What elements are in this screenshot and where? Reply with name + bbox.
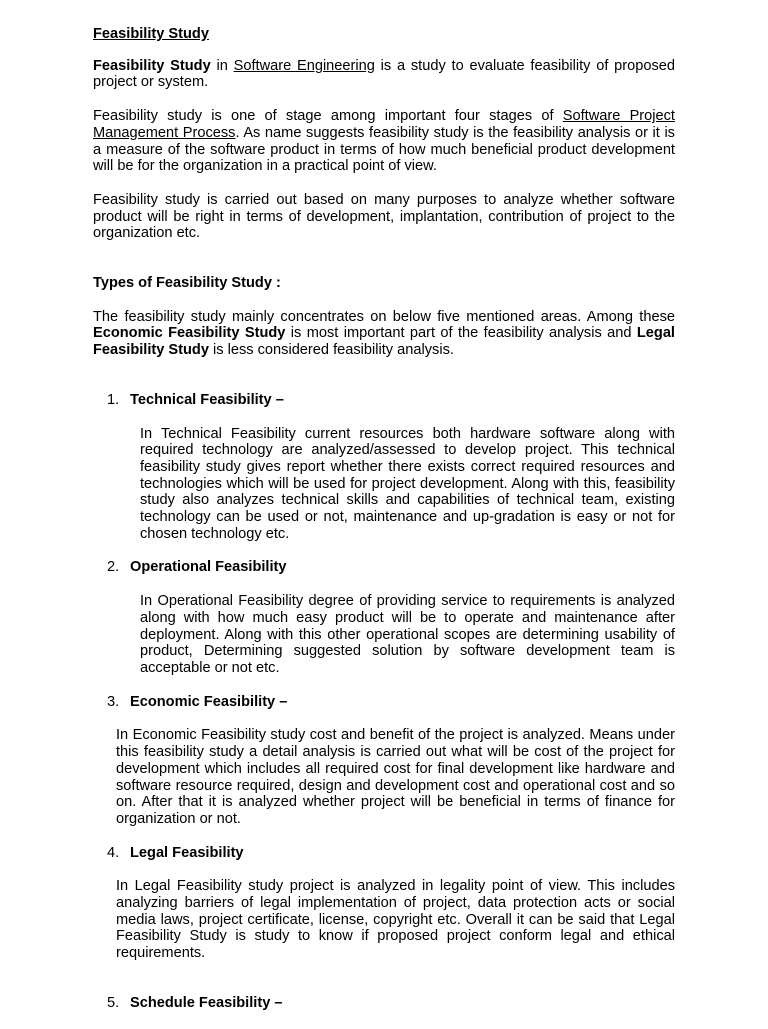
stages-before: Feasibility study is one of stage among important four stages of <box>93 108 563 125</box>
types-text-3: is less considered feasibility analysis. <box>208 342 454 359</box>
technical-body: In Technical Feasibility current resources both hardware software along with required technology are analyzed/assessed to develop project. This technical feasibility study gives report whether there exists correct required resources and technologies which will be used for project development. Along with this, feasibility study also analyzes technical skills and capabilities of technical team, existing technology can be used or not, maintenance and up-gradation is easy or not for chosen technology etc. <box>140 425 675 542</box>
intro-paragraph <box>93 58 675 91</box>
stages-paragraph <box>93 108 675 175</box>
document-title: Feasibility Study <box>93 26 209 42</box>
list-number: 4. <box>107 844 120 861</box>
document-page <box>93 26 675 1029</box>
intro-rest: is a study to evaluate feasibility of proposed project or system. <box>93 57 676 91</box>
list-number: 2. <box>107 559 120 576</box>
economic-body: In Economic Feasibility study cost and benefit of the project is analyzed. Means under this feasibility study a detail analysis is carried out what will be cost of the project for development which includes all required cost for final development like hardware and software resource required, design and development cost and operational cost and so on. After that it is analyzed whether project will be beneficial in terms of finance for organization or not. <box>116 727 675 827</box>
list-item-legal <box>93 845 675 862</box>
software-engineering-link[interactable]: Software Engineering <box>233 57 375 74</box>
spm-process-link[interactable]: Software Project Management Process <box>93 108 675 141</box>
list-item-technical <box>93 392 675 409</box>
list-item-schedule <box>93 995 675 1012</box>
stages-after: . As name suggests feasibility study is the feasibility analysis or it is a measure of the software product in terms of how much beneficial product development will be for the organization in a practical point of view. <box>93 124 675 175</box>
list-item-title: Schedule Feasibility – <box>130 994 283 1011</box>
list-number: 3. <box>107 693 120 710</box>
list-number: 1. <box>107 391 120 408</box>
list-item-economic <box>93 694 675 711</box>
list-item-title: Technical Feasibility – <box>130 391 284 408</box>
list-item-operational <box>93 559 675 576</box>
operational-body: In Operational Feasibility degree of providing service to requirements is analyzed along with how much easy product will be to operate and maintenance after deployment. Along with this other operational scopes are determining usability of product, Determining suggested solution by software development team is acceptable or not etc. <box>140 593 675 676</box>
types-heading: Types of Feasibility Study : <box>93 275 281 292</box>
purpose-paragraph: Feasibility study is carried out based on many purposes to analyze whether software product will be right in terms of development, implantation, contribution of project to the organization etc. <box>93 191 675 242</box>
legal-body: In Legal Feasibility study project is analyzed in legality point of view. This includes analyzing barriers of legal implementation of project, data protection acts or social media laws, project certificate, license, copyright etc. Overall it can be said that Legal Feasibility Study is study to know if proposed project conform legal and ethical requirements. <box>116 878 675 962</box>
list-item-title: Economic Feasibility – <box>130 693 288 710</box>
types-text-2: is most important part of the feasibility analysis and <box>285 325 637 342</box>
types-text-1: The feasibility study mainly concentrates on below five mentioned areas. Among these <box>93 308 675 325</box>
list-number: 5. <box>107 994 120 1011</box>
types-bold-legal: Legal Feasibility Study <box>93 325 675 359</box>
list-item-title: Operational Feasibility <box>130 559 287 576</box>
intro-term: Feasibility Study <box>93 57 211 74</box>
types-bold-economic: Economic Feasibility Study <box>93 325 286 342</box>
types-paragraph <box>93 309 675 359</box>
intro-in: in <box>210 57 234 74</box>
list-item-title: Legal Feasibility <box>130 844 244 861</box>
